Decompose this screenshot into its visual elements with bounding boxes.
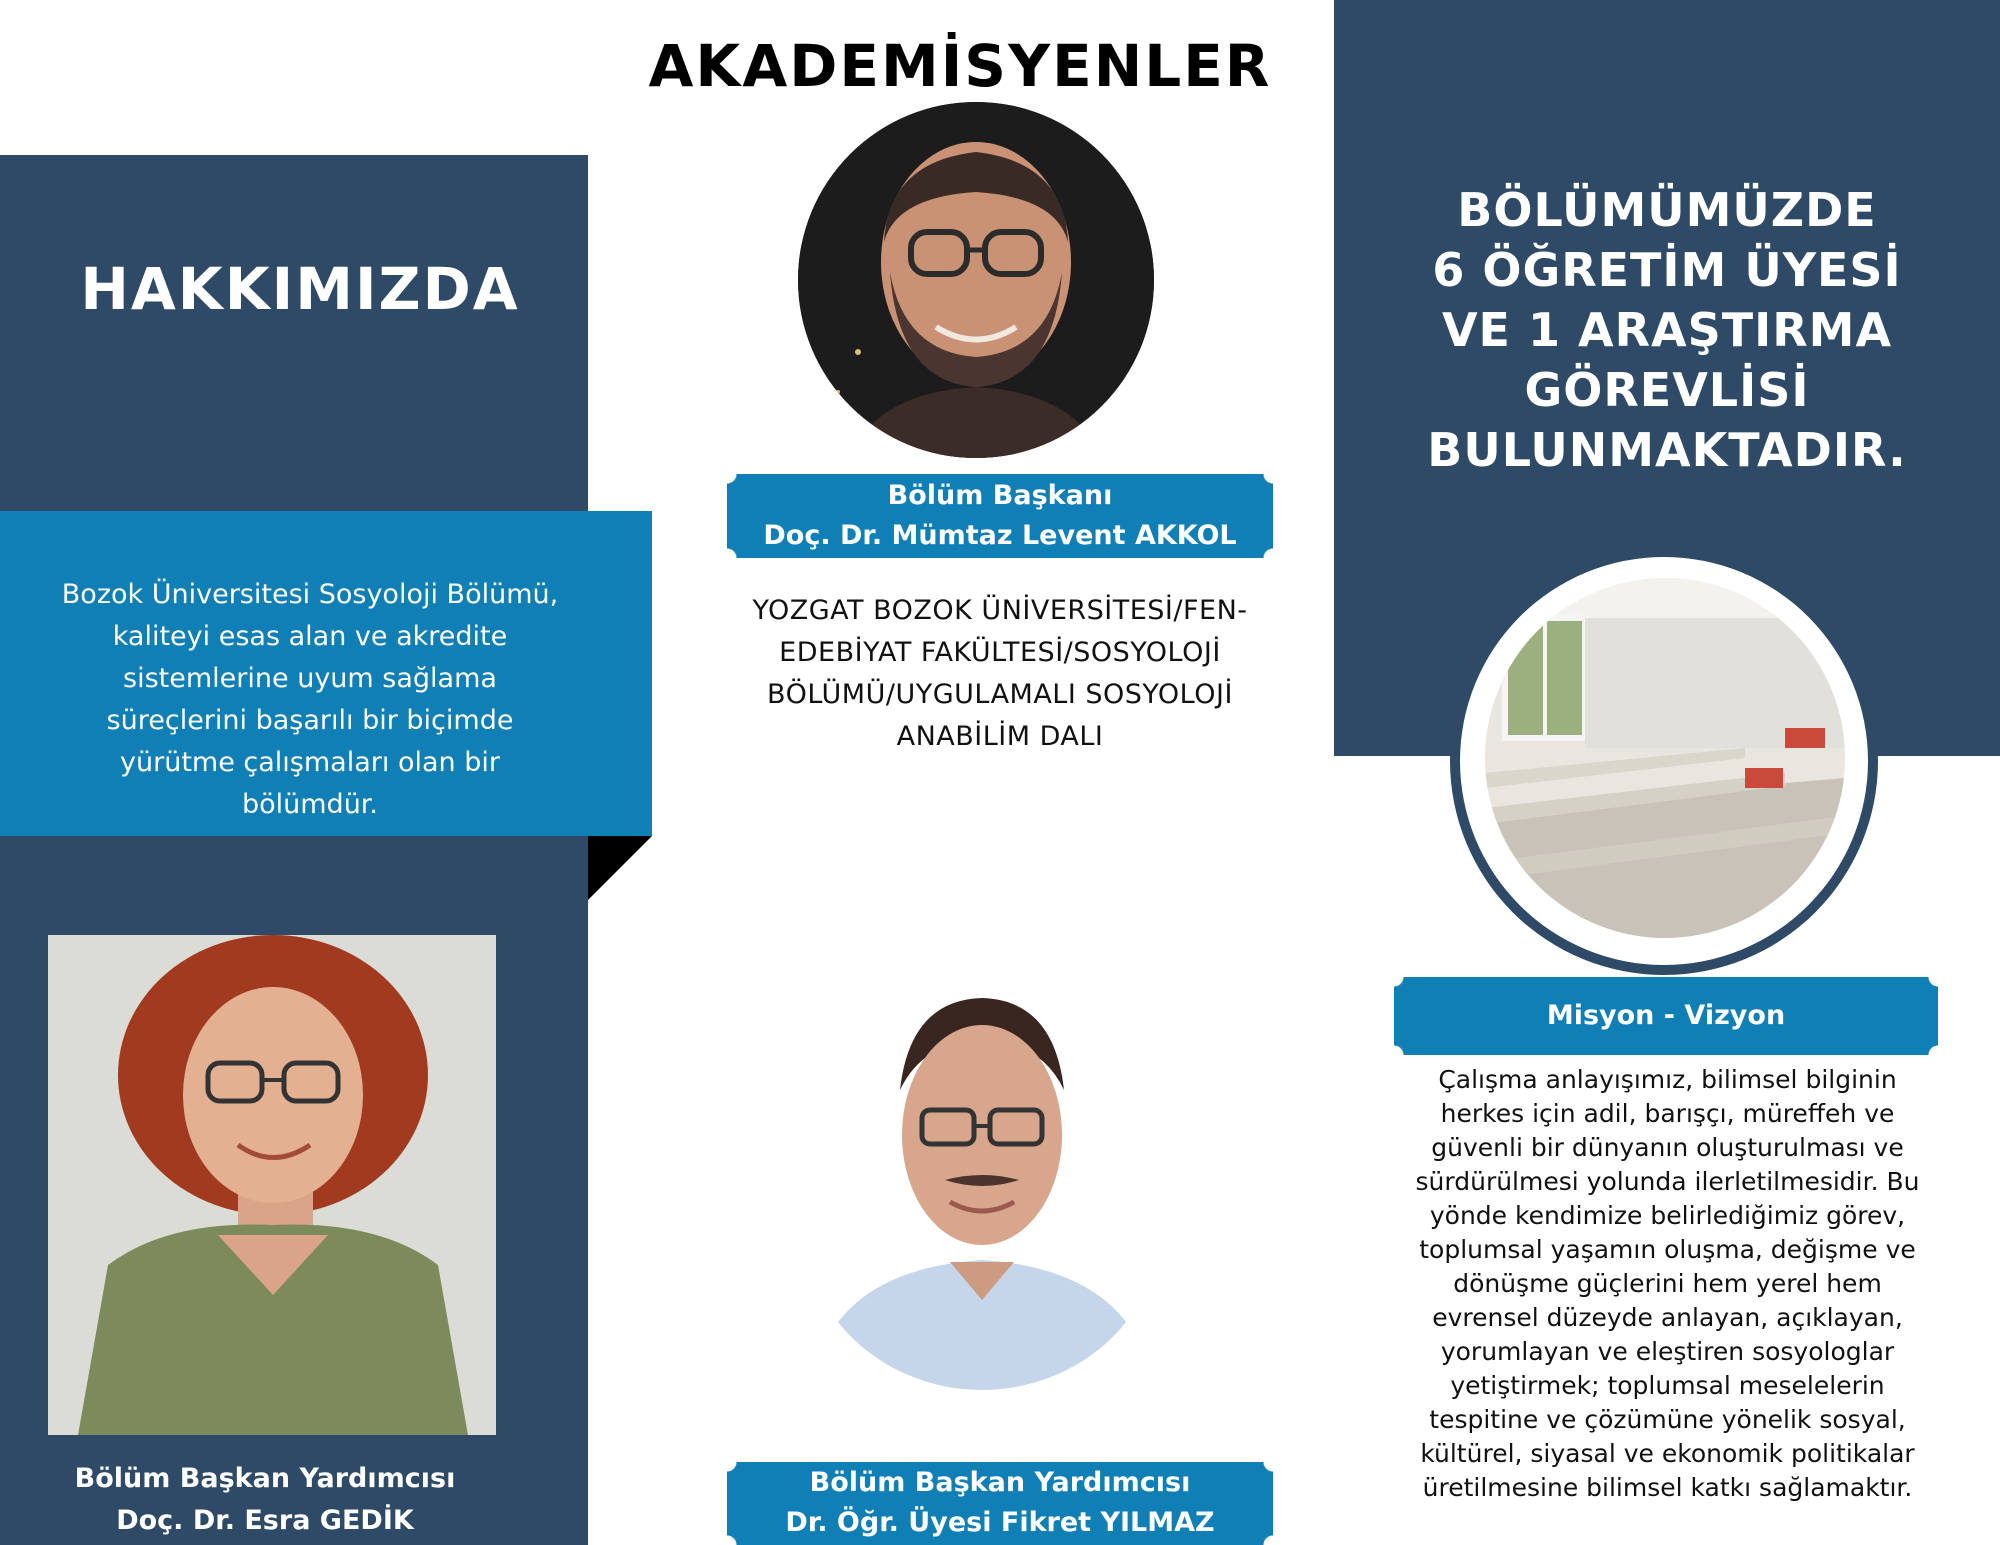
about-box-fold <box>588 836 652 900</box>
department-line: BÖLÜMÜ/UYGULAMALI SOSYOLOJİ <box>767 679 1233 710</box>
about-text: Bozok Üniversitesi Sosyoloji Bölümü, kaliteyi esas alan ve akredite sistemlerine uyum sağlama süreçlerini başarılı bir biçimde yürütme çalışmaları olan bir bölümdür. <box>61 579 559 820</box>
classroom-photo <box>1485 578 1845 938</box>
fikret-role: Bölüm Başkan Yardımcısı <box>809 1467 1191 1498</box>
fikret-ribbon <box>727 1462 1273 1545</box>
about-title: HAKKIMIZDA <box>80 255 520 323</box>
department-line: YOZGAT BOZOK ÜNİVERSİTESİ/FEN- <box>752 595 1248 626</box>
staff-info-line: BÖLÜMÜMÜZDE <box>1457 183 1877 237</box>
akkol-name: Doç. Dr. Mümtaz Levent AKKOL <box>763 520 1237 551</box>
akkol-photo <box>798 102 1154 458</box>
department-line: EDEBİYAT FAKÜLTESİ/SOSYOLOJİ <box>779 637 1221 668</box>
esra-gedik-photo <box>48 935 496 1435</box>
staff-info-line: VE 1 ARAŞTIRMA <box>1441 303 1893 357</box>
staff-info-line: BULUNMAKTADIR. <box>1427 423 1907 477</box>
mission-ribbon <box>1394 977 1938 1055</box>
mission-title: Misyon - Vizyon <box>1546 1000 1786 1031</box>
esra-name: Doç. Dr. Esra GEDİK <box>116 1505 414 1536</box>
department-line: ANABİLİM DALI <box>896 721 1104 752</box>
akkol-role: Bölüm Başkanı <box>887 480 1113 511</box>
esra-gedik-caption <box>20 1458 510 1542</box>
department-text <box>700 590 1300 758</box>
staff-info-line: GÖREVLİSİ <box>1524 363 1810 417</box>
mission-text: Çalışma anlayışımız, bilimsel bilginin herkes için adil, barışçı, müreffeh ve güvenli bir dünyanın oluşturulması ve sürdürülmesi yolunda ilerletilmesidir. Bu yönde kendimize belirlediğimiz görev, toplumsal yaşamın oluşma, değişme ve dönüşme güçlerini hem yerel hem evrensel düzeyde anlayan, açıklayan, yorumlayan ve eleştiren sosyologlar yetiştirmek; toplumsal meselelerin tespitine ve çözümüne yönelik sosyal, kültürel, siyasal ve ekonomik politikalar üretilmesine bilimsel katkı sağlamaktır. <box>1415 1065 1920 1502</box>
fikret-name: Dr. Öğr. Üyesi Fikret YILMAZ <box>785 1507 1215 1538</box>
page-title: AKADEMİSYENLER <box>648 32 1272 100</box>
staff-info-heading <box>1334 180 2000 480</box>
esra-role: Bölüm Başkan Yardımcısı <box>74 1463 456 1494</box>
fikret-yilmaz-photo <box>800 970 1165 1390</box>
staff-info-line: 6 ÖĞRETİM ÜYESİ <box>1432 243 1902 297</box>
akkol-ribbon <box>727 474 1273 558</box>
